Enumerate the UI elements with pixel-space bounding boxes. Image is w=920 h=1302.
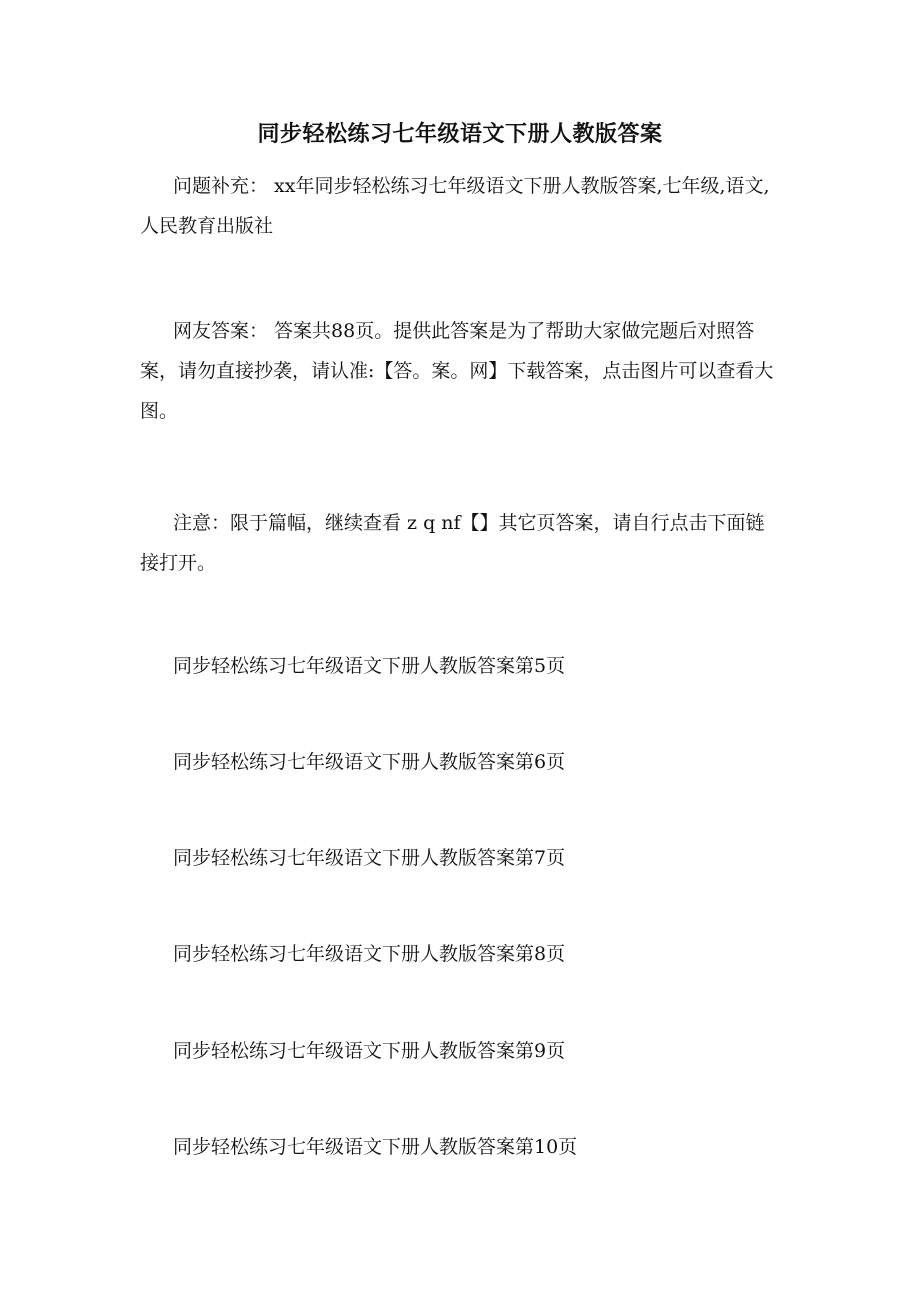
user-answer-paragraph: 网友答案： 答案共88页。提供此答案是为了帮助大家做完题后对照答案，请勿直接抄袭，请认准:【答。案。网】下载答案，点击图片可以查看大图。 (140, 320, 774, 422)
answer-page-link-7[interactable]: 同步轻松练习七年级语文下册人教版答案第7页 (173, 847, 566, 869)
note-paragraph: 注意：限于篇幅，继续查看 z q nf【】其它页答案，请自行点击下面链接打开。 (140, 512, 765, 574)
answer-page-link-6[interactable]: 同步轻松练习七年级语文下册人教版答案第6页 (173, 751, 566, 773)
document-title: 同步轻松练习七年级语文下册人教版答案 (257, 121, 663, 147)
question-supplement-paragraph: 问题补充： xx年同步轻松练习七年级语文下册人教版答案,七年级,语文,人民教育出版社 (140, 175, 770, 237)
answer-page-link-5[interactable]: 同步轻松练习七年级语文下册人教版答案第5页 (173, 655, 566, 677)
answer-page-link-10[interactable]: 同步轻松练习七年级语文下册人教版答案第10页 (173, 1136, 578, 1158)
answer-page-link-9[interactable]: 同步轻松练习七年级语文下册人教版答案第9页 (173, 1040, 566, 1062)
answer-page-link-8[interactable]: 同步轻松练习七年级语文下册人教版答案第8页 (173, 943, 566, 965)
